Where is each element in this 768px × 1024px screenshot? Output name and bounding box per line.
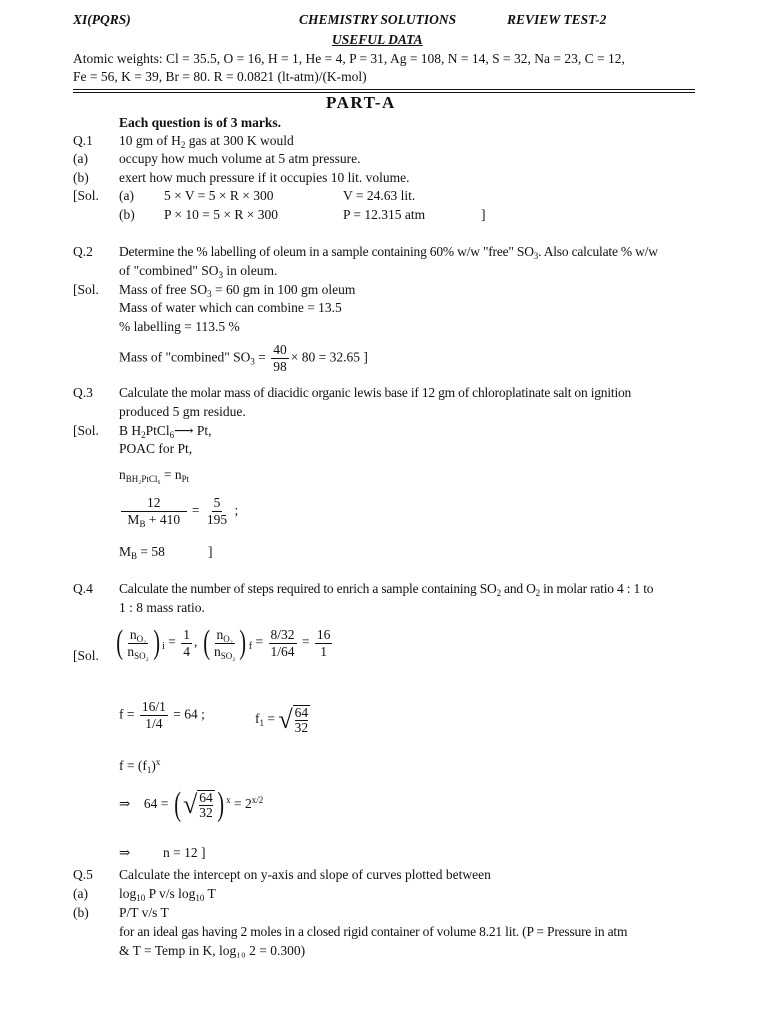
q1b-label: (b) (73, 170, 89, 185)
q1-sol-label: [Sol. (73, 188, 99, 203)
q4-sol-fx: $f = (f_1)^x$ (119, 757, 161, 775)
q2-sol-label: [Sol. (73, 282, 99, 297)
q3-sol-result: $M_B = 58$ (119, 544, 165, 561)
q1a-label: (a) (73, 151, 88, 166)
q5a-text: $\log_{10} P$ v/s $\log_{10} T$ (119, 886, 216, 903)
q2-sol-line-3: % labelling = 113.5 % (119, 319, 240, 334)
q1b-text: exert how much pressure if it occupies 10 lit. volume. (119, 170, 410, 185)
q1a-text: occupy how much volume at 5 atm pressure. (119, 151, 361, 166)
marks-note: Each question is of 3 marks. (119, 115, 282, 130)
q5b-text: P/T v/s T (119, 905, 169, 920)
q3-sol-label: [Sol. (73, 423, 99, 438)
q1-sol-a-eq: 5 × V = 5 × R × 300 (164, 188, 274, 203)
q3-stem-line-2: produced 5 gm residue. (119, 404, 246, 419)
q4-sol-label: [Sol. (73, 648, 99, 663)
q5a-label: (a) (73, 886, 88, 901)
q2-number: Q.2 (73, 244, 93, 259)
fraction: $\frac{5}{195}$ (206, 495, 228, 527)
header-title: CHEMISTRY SOLUTIONS (299, 12, 457, 27)
fraction: $\frac{40}{98}$ (273, 342, 287, 374)
arrow-icon: ⟶ (174, 423, 194, 438)
q4-sol-result: n = 12 ] (163, 845, 206, 860)
q1-number: Q.1 (73, 133, 93, 148)
q1-sol-close: ] (481, 207, 486, 222)
implies-icon: ⇒ (119, 796, 131, 812)
q5-condition-line-1: for an ideal gas having 2 moles in a closed rigid container of volume 8.21 lit. (P = Pressure in atm (119, 924, 628, 939)
q4-stem-line-2: 1 : 8 mass ratio. (119, 600, 205, 615)
q4-sol-implies: ⇒ (119, 845, 131, 860)
q4-sol-f-eq: f = $\frac{16/1}{1/4}$ = 64 ; (119, 699, 205, 731)
q1-sol-a-label: (a) (119, 188, 134, 203)
q5b-label: (b) (73, 905, 89, 920)
q5-number: Q.5 (73, 867, 93, 882)
part-title: PART-A (326, 93, 396, 112)
q5-condition-line-2: & T = Temp in K, log₁₀ 2 = 0.300) (119, 943, 306, 958)
useful-data-heading: USEFUL DATA (332, 32, 423, 47)
q3-sol-poac: POAC for Pt, (119, 441, 193, 456)
q3-number: Q.3 (73, 385, 93, 400)
q1-sol-b-ans: P = 12.315 atm (343, 207, 426, 222)
atomic-weights-line-1: Atomic weights: Cl = 35.5, O = 16, H = 1, He = 4, P = 31, Ag = 108, N = 14, S = 32, Na = 23, C = 12, (73, 51, 625, 66)
q1-sol-a-ans: V = 24.63 lit. (343, 188, 416, 203)
header-test: REVIEW TEST-2 (507, 12, 607, 27)
q2-stem-line-1: Determine the % labelling of oleum in a sample containing 60% w/w "free" $SO_3$. Also calculate % w/w (119, 244, 658, 261)
q2-stem-line-2: of "combined" $SO_3$ in oleum. (119, 263, 278, 280)
q4-sol-f1-eq: $f_1$ = √ 64 32 (255, 705, 309, 735)
q4-number: Q.4 (73, 581, 93, 596)
q3-sol-moles: $n_{BH_2PtCl_6} = n_{Pt}$ (119, 467, 190, 484)
q1-sol-b-eq: P × 10 = 5 × R × 300 (164, 207, 278, 222)
q1-sol-b-label: (b) (119, 207, 135, 222)
q4-stem-line-1: Calculate the number of steps required to enrich a sample containing $SO_2$ and $O_2$ in molar ratio 4 : 1 to (119, 581, 654, 598)
atomic-weights-line-2: Fe = 56, K = 39, Br = 80. R = 0.0821 (lt-atm)/(K-mol) (73, 69, 367, 84)
q4-sol-ratio-eq: ( $\frac{n_{O_2}}{n_{SO_2}}$ ) $_i$ = $\frac{1}{4}$ , ( $\frac{n_{O_2}}{n_{SO_2}}$ ) $_f$ = $\frac{8/32}{1/64}$ = $\frac{16}{1}$ (116, 624, 331, 661)
q2-sol-line-2: Mass of water which can combine = 13.5 (119, 300, 342, 315)
q5-stem: Calculate the intercept on y-axis and slope of curves plotted between (119, 867, 491, 882)
divider (73, 89, 695, 90)
q3-sol-equation: $\frac{12}{M_B + 410}$ = $\frac{5}{195}$ ; (119, 496, 238, 527)
q1-stem: 10 gm of $H_2$ gas at 300 K would (119, 133, 294, 150)
q4-sol-power-eq: ⇒ 64 = ( √ 64 32 ) $^x = 2^{x/2}$ (119, 786, 264, 823)
q2-sol-line-1: Mass of free $SO_3 = 60$ gm in 100 gm oleum (119, 282, 356, 299)
header-class: XI(PQRS) (73, 12, 131, 27)
q3-sol-close: ] (208, 544, 213, 559)
q3-sol-reaction: B $H_2PtCl_6⟶$ Pt, (119, 423, 212, 440)
q3-stem-line-1: Calculate the molar mass of diacidic organic lewis base if 12 gm of chloroplatinate salt on ignition (119, 385, 632, 400)
q2-sol-line-4: Mass of "combined" $SO_3$ = $\frac{40}{98}$ × 80 = 32.65 ] (119, 342, 368, 374)
fraction: $\frac{12}{M_B + 410}$ (121, 496, 187, 527)
